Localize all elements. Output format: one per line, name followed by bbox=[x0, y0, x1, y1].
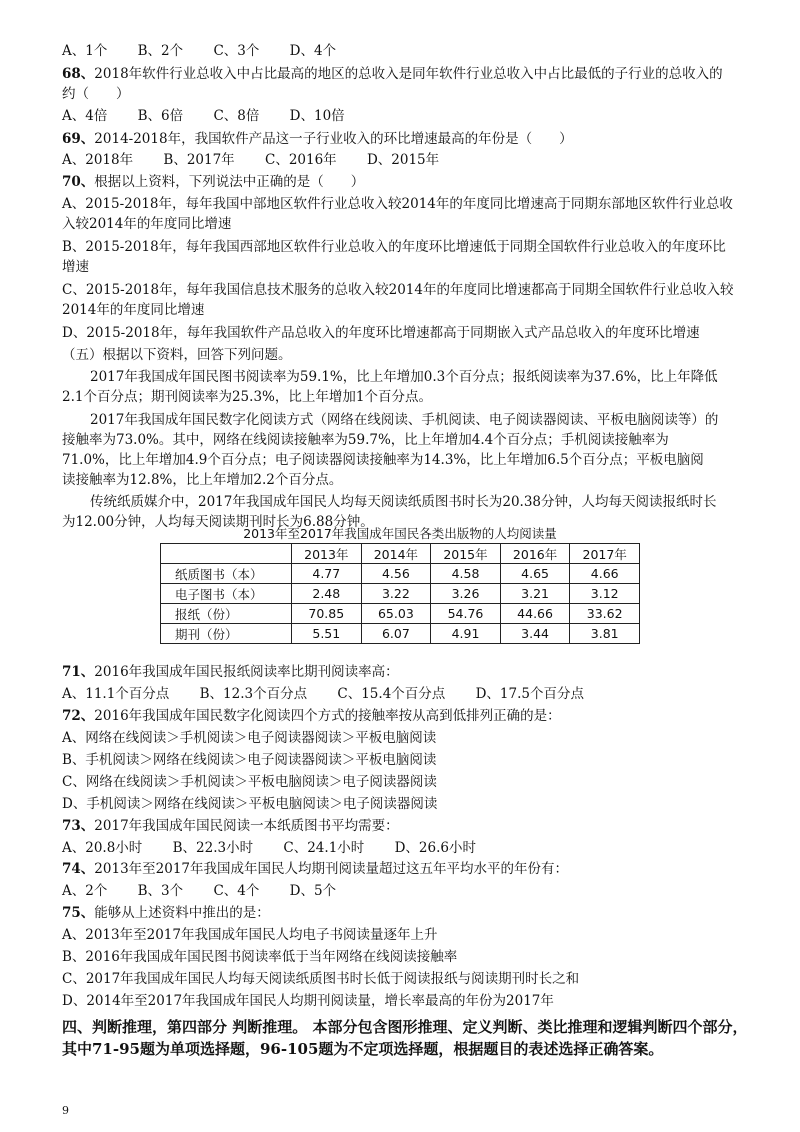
question-text: 2018年软件行业总收入中占比最高的地区的总收入是同年软件行业总收入中占比最低的子行业的总收入的 bbox=[94, 66, 723, 82]
passage-p2-line2: 接触率为73.0%。其中，网络在线阅读接触率为59.7%，比上年增加4.4个百分点；手机阅读接触率为 bbox=[62, 432, 669, 448]
option-a[interactable]: A、2个 bbox=[62, 883, 108, 899]
passage-p1-line1: 2017年我国成年国民图书阅读率为59.1%，比上年增加0.3个百分点；报纸阅读率为37.6%，比上年降低 bbox=[90, 369, 718, 385]
q71-options bbox=[62, 684, 752, 704]
q75-option-b[interactable]: B、2016年我国成年国民图书阅读率低于当年网络在线阅读接触率 bbox=[62, 949, 458, 965]
section-heading: 四、判断推理，第四部分 判断推理。 本部分包含图形推理、定义判断、类比推理和逻辑判断四个部分，其中71-95题为单项选择题，96-105题为不定项选择题，根据题目的表述选择正确答案。 bbox=[62, 1018, 748, 1058]
q75-option-a[interactable]: A、2013年至2017年我国成年国民人均电子书阅读量逐年上升 bbox=[62, 927, 438, 943]
q74-stem bbox=[62, 859, 752, 879]
question-number: 73、 bbox=[62, 818, 95, 834]
q73-stem bbox=[62, 816, 752, 836]
option-d[interactable]: D、4个 bbox=[289, 43, 337, 59]
table-cell: 4.66 bbox=[570, 564, 640, 584]
table-row bbox=[161, 604, 640, 624]
option-a[interactable]: A、1个 bbox=[62, 43, 108, 59]
q68-stem-cont: 约（ ） bbox=[62, 86, 130, 102]
q70-option-a-cont: 入较2014年的年度同比增速 bbox=[62, 216, 232, 232]
option-c[interactable]: C、8倍 bbox=[213, 108, 260, 124]
option-a[interactable]: A、11.1个百分点 bbox=[62, 686, 170, 702]
header-year: 2016年 bbox=[500, 544, 570, 564]
q68-options bbox=[62, 106, 752, 126]
table-cell: 3.22 bbox=[361, 584, 431, 604]
question-number: 72、 bbox=[62, 708, 95, 724]
table-cell: 5.51 bbox=[292, 624, 362, 644]
reading-volume-table bbox=[160, 543, 640, 644]
q68-stem bbox=[62, 64, 752, 84]
passage-p2-line1: 2017年我国成年国民数字化阅读方式（网络在线阅读、手机阅读、电子阅读器阅读、平板电脑阅读等）的 bbox=[90, 412, 719, 428]
option-a[interactable]: A、20.8小时 bbox=[62, 840, 143, 856]
passage-p2-line3: 71.0%，比上年增加4.9个百分点；电子阅读器阅读接触率为14.3%，比上年增加6.5个百分点；平板电脑阅 bbox=[62, 452, 704, 468]
option-c[interactable]: C、3个 bbox=[213, 43, 260, 59]
table-row bbox=[161, 584, 640, 604]
question-number: 69、 bbox=[62, 131, 95, 147]
header-year: 2015年 bbox=[431, 544, 501, 564]
option-b[interactable]: B、2个 bbox=[137, 43, 184, 59]
q71-stem bbox=[62, 662, 752, 682]
option-c[interactable]: C、24.1小时 bbox=[283, 840, 365, 856]
table-cell: 3.21 bbox=[500, 584, 570, 604]
passage-intro: （五）根据以下资料，回答下列问题。 bbox=[62, 347, 292, 363]
row-label: 报纸（份） bbox=[161, 604, 292, 624]
q72-stem bbox=[62, 706, 752, 726]
table-header-row bbox=[161, 544, 640, 564]
table-cell: 54.76 bbox=[431, 604, 501, 624]
q70-option-d[interactable]: D、2015-2018年，每年我国软件产品总收入的年度环比增速都高于同期嵌入式产品总收入的年度环比增速 bbox=[62, 325, 700, 341]
passage-p3-line2: 为12.00分钟，人均每天阅读期刊时长为6.88分钟。 bbox=[62, 514, 374, 530]
question-text: 能够从上述资料中推出的是： bbox=[94, 905, 270, 921]
option-b[interactable]: B、22.3小时 bbox=[172, 840, 254, 856]
page-number: 9 bbox=[62, 1104, 69, 1117]
question-text: 2017年我国成年国民阅读一本纸质图书平均需要： bbox=[94, 818, 399, 834]
q75-stem bbox=[62, 903, 752, 923]
table-cell: 65.03 bbox=[361, 604, 431, 624]
option-b[interactable]: B、12.3个百分点 bbox=[199, 686, 308, 702]
table-cell: 3.44 bbox=[500, 624, 570, 644]
table-row bbox=[161, 624, 640, 644]
q67-options bbox=[62, 41, 752, 61]
q70-option-b-cont: 增速 bbox=[62, 259, 89, 275]
passage-p3-line1: 传统纸质媒介中，2017年我国成年国民人均每天阅读纸质图书时长为20.38分钟，人均每天阅读报纸时长 bbox=[90, 494, 717, 510]
row-label: 期刊（份） bbox=[161, 624, 292, 644]
q69-stem bbox=[62, 129, 752, 149]
q72-option-c[interactable]: C、网络在线阅读＞手机阅读＞平板电脑阅读＞电子阅读器阅读 bbox=[62, 774, 437, 790]
table-cell: 44.66 bbox=[500, 604, 570, 624]
table-title: 2013年至2017年我国成年国民各类出版物的人均阅读量 bbox=[243, 526, 557, 541]
q70-stem bbox=[62, 172, 752, 192]
q70-option-b[interactable]: B、2015-2018年，每年我国西部地区软件行业总收入的年度环比增速低于同期全国软件行业总收入的年度环比 bbox=[62, 239, 726, 255]
q70-option-c-cont: 2014年的年度同比增速 bbox=[62, 302, 205, 318]
option-a[interactable]: A、2018年 bbox=[62, 152, 134, 168]
table-cell: 2.48 bbox=[292, 584, 362, 604]
row-label: 电子图书（本） bbox=[161, 584, 292, 604]
q73-options bbox=[62, 838, 752, 858]
passage-p1-line2: 2.1个百分点；期刊阅读率为25.3%，比上年增加1个百分点。 bbox=[62, 389, 432, 405]
q74-options bbox=[62, 881, 752, 901]
option-c[interactable]: C、2016年 bbox=[264, 152, 337, 168]
q72-option-b[interactable]: B、手机阅读＞网络在线阅读＞电子阅读器阅读＞平板电脑阅读 bbox=[62, 752, 437, 768]
option-d[interactable]: D、2015年 bbox=[366, 152, 440, 168]
header-year: 2017年 bbox=[570, 544, 640, 564]
table-cell: 3.26 bbox=[431, 584, 501, 604]
q75-option-d[interactable]: D、2014年至2017年我国成年国民人均期刊阅读量，增长率最高的年份为2017年 bbox=[62, 993, 554, 1009]
q72-option-a[interactable]: A、网络在线阅读＞手机阅读＞电子阅读器阅读＞平板电脑阅读 bbox=[62, 730, 437, 746]
option-b[interactable]: B、2017年 bbox=[163, 152, 235, 168]
question-text: 2014-2018年，我国软件产品这一子行业收入的环比增速最高的年份是（ ） bbox=[94, 131, 573, 147]
passage-p2-line4: 读接触率为12.8%，比上年增加2.2个百分点。 bbox=[62, 472, 343, 488]
table-cell: 70.85 bbox=[292, 604, 362, 624]
question-number: 74、 bbox=[62, 861, 95, 877]
option-d[interactable]: D、10倍 bbox=[289, 108, 345, 124]
question-text: 根据以上资料，下列说法中正确的是（ ） bbox=[94, 174, 365, 190]
table-cell: 3.81 bbox=[570, 624, 640, 644]
option-c[interactable]: C、15.4个百分点 bbox=[337, 686, 446, 702]
question-text: 2013年至2017年我国成年国民人均期刊阅读量超过这五年平均水平的年份有： bbox=[94, 861, 569, 877]
option-b[interactable]: B、3个 bbox=[137, 883, 184, 899]
option-a[interactable]: A、4倍 bbox=[62, 108, 108, 124]
table-row bbox=[161, 564, 640, 584]
header-corner bbox=[161, 544, 292, 564]
table-cell: 4.58 bbox=[431, 564, 501, 584]
row-label: 纸质图书（本） bbox=[161, 564, 292, 584]
question-number: 75、 bbox=[62, 905, 95, 921]
question-number: 71、 bbox=[62, 664, 95, 680]
question-number: 68、 bbox=[62, 66, 95, 82]
question-text: 2016年我国成年国民数字化阅读四个方式的接触率按从高到低排列正确的是： bbox=[94, 708, 561, 724]
question-number: 70、 bbox=[62, 174, 95, 190]
q70-option-c[interactable]: C、2015-2018年，每年我国信息技术服务的总收入较2014年的年度同比增速都高于同期全国软件行业总收入较 bbox=[62, 282, 734, 298]
q72-option-d[interactable]: D、手机阅读＞网络在线阅读＞平板电脑阅读＞电子阅读器阅读 bbox=[62, 796, 438, 812]
table-cell: 4.56 bbox=[361, 564, 431, 584]
q75-option-c[interactable]: C、2017年我国成年国民人均每天阅读纸质图书时长低于阅读报纸与阅读期刊时长之和 bbox=[62, 971, 580, 987]
header-year: 2014年 bbox=[361, 544, 431, 564]
table-cell: 6.07 bbox=[361, 624, 431, 644]
table-cell: 33.62 bbox=[570, 604, 640, 624]
table-cell: 4.65 bbox=[500, 564, 570, 584]
option-b[interactable]: B、6倍 bbox=[137, 108, 184, 124]
header-year: 2013年 bbox=[292, 544, 362, 564]
option-d[interactable]: D、5个 bbox=[289, 883, 337, 899]
option-d[interactable]: D、17.5个百分点 bbox=[475, 686, 584, 702]
q69-options bbox=[62, 150, 752, 170]
q70-option-a[interactable]: A、2015-2018年，每年我国中部地区软件行业总收入较2014年的年度同比增速高于同期东部地区软件行业总收 bbox=[62, 196, 733, 212]
question-text: 2016年我国成年国民报纸阅读率比期刊阅读率高： bbox=[94, 664, 399, 680]
table-cell: 3.12 bbox=[570, 584, 640, 604]
table-cell: 4.91 bbox=[431, 624, 501, 644]
table-cell: 4.77 bbox=[292, 564, 362, 584]
option-c[interactable]: C、4个 bbox=[213, 883, 260, 899]
option-d[interactable]: D、26.6小时 bbox=[394, 840, 476, 856]
